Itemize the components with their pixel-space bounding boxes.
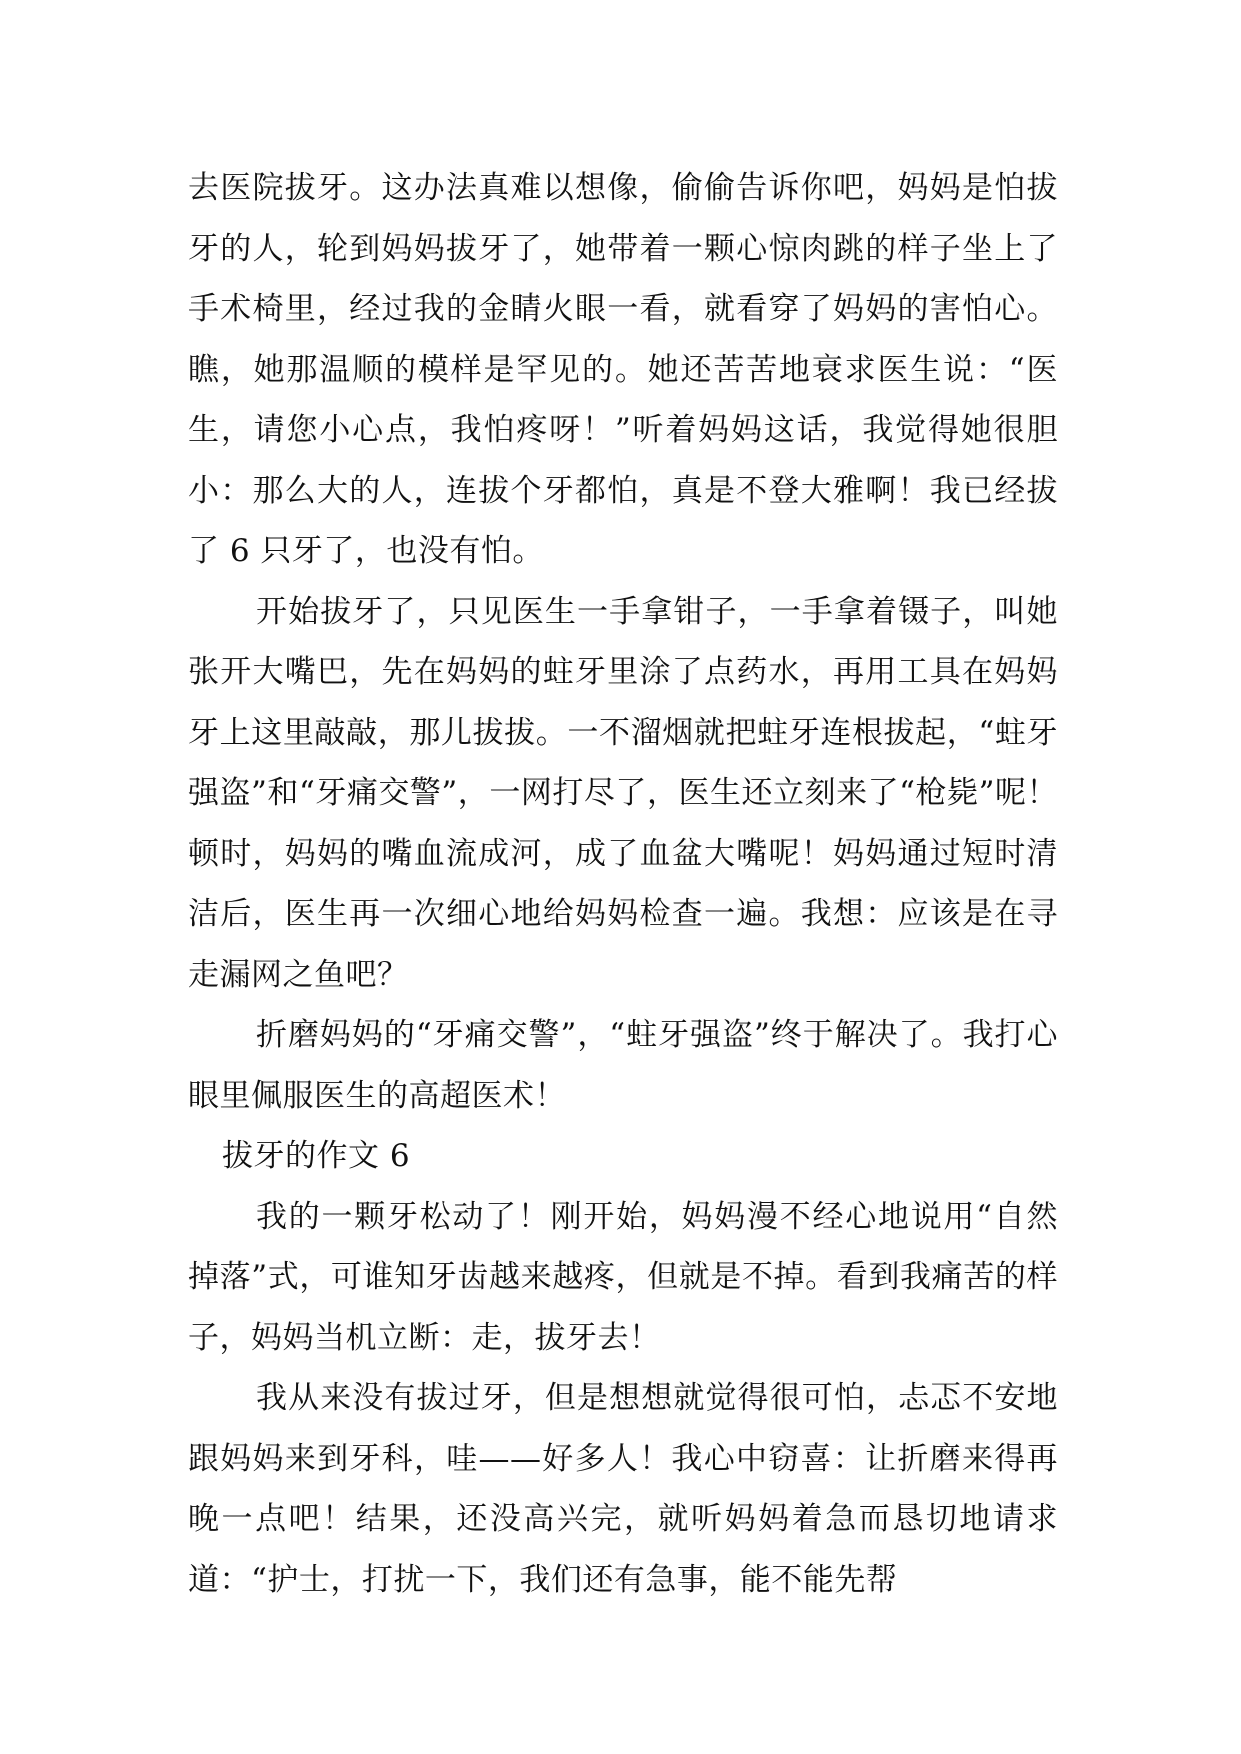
- paragraph-4: 我的一颗牙松动了！刚开始，妈妈漫不经心地说用“自然掉落”式，可谁知牙齿越来越疼，但就是不掉。看到我痛苦的样子，妈妈当机立断：走，拔牙去！: [188, 1198, 1058, 1356]
- document-body: [188, 158, 1058, 1610]
- paragraph-1: 去医院拔牙。这办法真难以想像，偷偷告诉你吧，妈妈是怕拔牙的人，轮到妈妈拔牙了，她带着一颗心惊肉跳的样子坐上了手术椅里，经过我的金睛火眼一看，就看穿了妈妈的害怕心。瞧，她那温顺的模样是罕见的。她还苦苦地衰求医生说：“医生，请您小心点，我怕疼呀！”听着妈妈这话，我觉得她很胆小：那么大的人，连拔个牙都怕，真是不登大雅啊！我已经拔了 6 只牙了，也没有怕。: [188, 170, 1058, 569]
- paragraph-5: 我从来没有拔过牙，但是想想就觉得很可怕，忐忑不安地跟妈妈来到牙科，哇——好多人！我心中窃喜：让折磨来得再晚一点吧！结果，还没高兴完，就听妈妈着急而恳切地请求道：“护士，打扰一下，我们还有急事，能不能先帮: [188, 1380, 1058, 1598]
- paragraph-2: 开始拔牙了，只见医生一手拿钳子，一手拿着镊子，叫她张开大嘴巴，先在妈妈的蛀牙里涂了点药水，再用工具在妈妈牙上这里敲敲，那儿拔拔。一不溜烟就把蛀牙连根拔起，“蛀牙强盗”和“牙痛交警”，一网打尽了，医生还立刻来了“枪毙”呢！顿时，妈妈的嘴血流成河，成了血盆大嘴呢！妈妈通过短时清洁后，医生再一次细心地给妈妈检查一遍。我想：应该是在寻走漏网之鱼吧？: [188, 593, 1058, 993]
- paragraph-3: 折磨妈妈的“牙痛交警”，“蛀牙强盗”终于解决了。我打心眼里佩服医生的高超医术！: [188, 1017, 1058, 1114]
- section-heading: 拔牙的作文 6: [222, 1138, 411, 1174]
